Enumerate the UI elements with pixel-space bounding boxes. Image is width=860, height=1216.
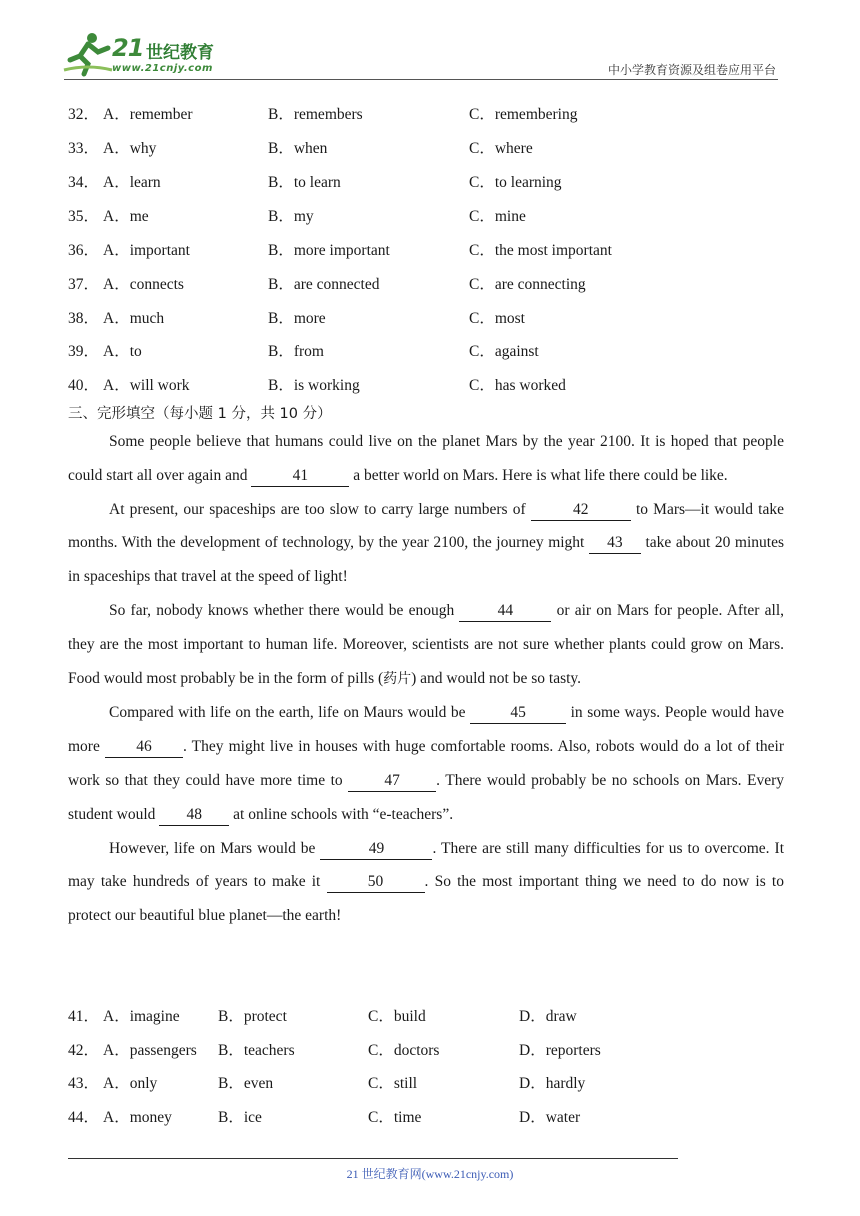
question-number: 38． xyxy=(68,310,100,327)
option-b[interactable]: B．teachers xyxy=(218,1042,295,1059)
option-a[interactable]: A．imagine xyxy=(103,1008,180,1025)
passage-text: to Mars—it would take months. With the development of technology, by the year 2100, the journey might xyxy=(68,500,784,552)
passage-text: . There are still many difficulties for us to overcome. It may take hundreds of years to make it xyxy=(68,839,785,891)
blank-46[interactable]: 46 xyxy=(105,737,183,758)
option-c[interactable]: C．mine xyxy=(469,208,526,225)
option-b[interactable]: B．ice xyxy=(218,1109,262,1126)
passage-text: or air on Mars for people. After all, they are the most important to human life. Moreover, scientists are not sure whether plants could grow on Mars. Food would most probably be in the form of pills ( xyxy=(68,601,784,687)
option-d[interactable]: D．draw xyxy=(519,1008,577,1025)
option-a[interactable]: A．money xyxy=(103,1109,172,1126)
blank-41[interactable]: 41 xyxy=(251,466,349,487)
passage-text: Some people believe that humans could live on the planet Mars by the year 2100. It is hoped that people could start all over again and xyxy=(68,433,784,484)
option-b[interactable]: B．from xyxy=(268,343,324,360)
option-b[interactable]: B．more xyxy=(268,310,326,327)
question-number: 43． xyxy=(68,1075,100,1092)
header-divider xyxy=(64,79,778,80)
passage-text: . They might live in houses with huge comfortable rooms. Also, robots would do a lot of their work so that they could have more time to xyxy=(68,738,784,789)
option-b[interactable]: B．even xyxy=(218,1075,274,1092)
blank-44[interactable]: 44 xyxy=(459,601,551,622)
option-c[interactable]: C．the most important xyxy=(469,242,612,259)
option-a[interactable]: A．much xyxy=(103,310,165,327)
question-number: 33． xyxy=(68,140,100,157)
option-c[interactable]: C．are connecting xyxy=(469,276,586,293)
question-number: 42． xyxy=(68,1042,100,1059)
passage-text: . There would probably be no schools on Mars. Every student would xyxy=(68,771,785,823)
question-number: 35． xyxy=(68,208,100,225)
passage-text: At present, our spaceships are too slow to carry large numbers of xyxy=(109,500,531,518)
option-b[interactable]: B．more important xyxy=(268,242,390,259)
option-a[interactable]: A．important xyxy=(103,242,190,259)
logo-text: 世纪教育 xyxy=(146,43,214,63)
platform-title: 中小学教育资源及组卷应用平台 xyxy=(607,63,776,77)
passage-paragraph xyxy=(68,832,784,933)
blank-47[interactable]: 47 xyxy=(348,771,436,792)
passage-text: at online schools with “e-teachers”. xyxy=(229,805,454,823)
option-b[interactable]: B．is working xyxy=(268,377,360,394)
option-c[interactable]: C．where xyxy=(469,140,533,157)
passage-paragraph xyxy=(68,493,784,594)
option-b[interactable]: B．remembers xyxy=(268,106,363,123)
option-d[interactable]: D．hardly xyxy=(519,1075,586,1092)
option-a[interactable]: A．me xyxy=(103,208,149,225)
option-a[interactable]: A．connects xyxy=(103,276,184,293)
option-c[interactable]: C．build xyxy=(368,1008,426,1025)
page-header xyxy=(0,0,860,90)
option-d[interactable]: D．water xyxy=(519,1109,581,1126)
passage-paragraph xyxy=(68,696,784,831)
question-number: 32． xyxy=(68,106,100,123)
passage-paragraph xyxy=(68,425,784,493)
question-number: 44． xyxy=(68,1109,100,1126)
blank-50[interactable]: 50 xyxy=(327,872,425,893)
question-number: 37． xyxy=(68,276,100,293)
section-title: 三、完形填空（每小题 1 分，共 10 分） xyxy=(68,406,332,422)
option-a[interactable]: A．why xyxy=(103,140,157,157)
option-d[interactable]: D．reporters xyxy=(519,1042,601,1059)
passage-text: take about 20 minutes in spaceships that travel at the speed of light! xyxy=(68,534,784,586)
option-a[interactable]: A．learn xyxy=(103,174,161,191)
option-c[interactable]: C．time xyxy=(368,1109,422,1126)
blank-42[interactable]: 42 xyxy=(531,500,631,521)
option-c[interactable]: C．against xyxy=(469,343,539,360)
passage-text: . So the most important thing we need to do now is to protect our beautiful blue planet—the earth! xyxy=(68,873,784,925)
passage-text: However, life on Mars would be xyxy=(109,839,321,857)
blank-45[interactable]: 45 xyxy=(470,703,566,724)
logo-url: www.21cnjy.com xyxy=(112,63,213,74)
option-b[interactable]: B．to learn xyxy=(268,174,341,191)
passage-text: a better world on Mars. Here is what life there could be like. xyxy=(349,466,728,484)
question-number: 39． xyxy=(68,343,100,360)
option-c[interactable]: C．still xyxy=(368,1075,418,1092)
cloze-passage xyxy=(68,425,784,933)
option-a[interactable]: A．will work xyxy=(103,377,190,394)
passage-text: Compared with life on the earth, life on Maurs would be xyxy=(109,704,471,722)
passage-text: in some ways. People would have more xyxy=(68,704,784,756)
footer-divider xyxy=(68,1158,678,1159)
option-c[interactable]: C．doctors xyxy=(368,1042,440,1059)
option-a[interactable]: A．to xyxy=(103,343,142,360)
blank-48[interactable]: 48 xyxy=(159,805,229,826)
option-b[interactable]: B．when xyxy=(268,140,328,157)
option-b[interactable]: B．are connected xyxy=(268,276,380,293)
option-b[interactable]: B．protect xyxy=(218,1008,287,1025)
option-b[interactable]: B．my xyxy=(268,208,314,225)
option-c[interactable]: C．to learning xyxy=(469,174,562,191)
passage-text: ) and would not be so tasty. xyxy=(411,669,582,687)
logo-number: 21 xyxy=(112,34,144,62)
question-number: 41． xyxy=(68,1008,100,1025)
option-c[interactable]: C．remembering xyxy=(469,106,578,123)
blank-49[interactable]: 49 xyxy=(320,839,432,860)
option-c[interactable]: C．most xyxy=(469,310,525,327)
passage-paragraph xyxy=(68,594,784,696)
site-logo[interactable] xyxy=(62,30,232,80)
question-number: 34． xyxy=(68,174,100,191)
option-a[interactable]: A．only xyxy=(103,1075,158,1092)
option-a[interactable]: A．passengers xyxy=(103,1042,197,1059)
question-number: 40． xyxy=(68,377,100,394)
option-c[interactable]: C．has worked xyxy=(469,377,566,394)
runner-logo-icon xyxy=(62,30,114,78)
passage-text-chinese: 药片 xyxy=(383,670,412,687)
footer-link[interactable]: 21 世纪教育网(www.21cnjy.com) xyxy=(346,1167,514,1181)
option-a[interactable]: A．remember xyxy=(103,106,193,123)
blank-43[interactable]: 43 xyxy=(589,533,641,554)
question-number: 36． xyxy=(68,242,100,259)
passage-text: So far, nobody knows whether there would be enough xyxy=(109,601,460,619)
